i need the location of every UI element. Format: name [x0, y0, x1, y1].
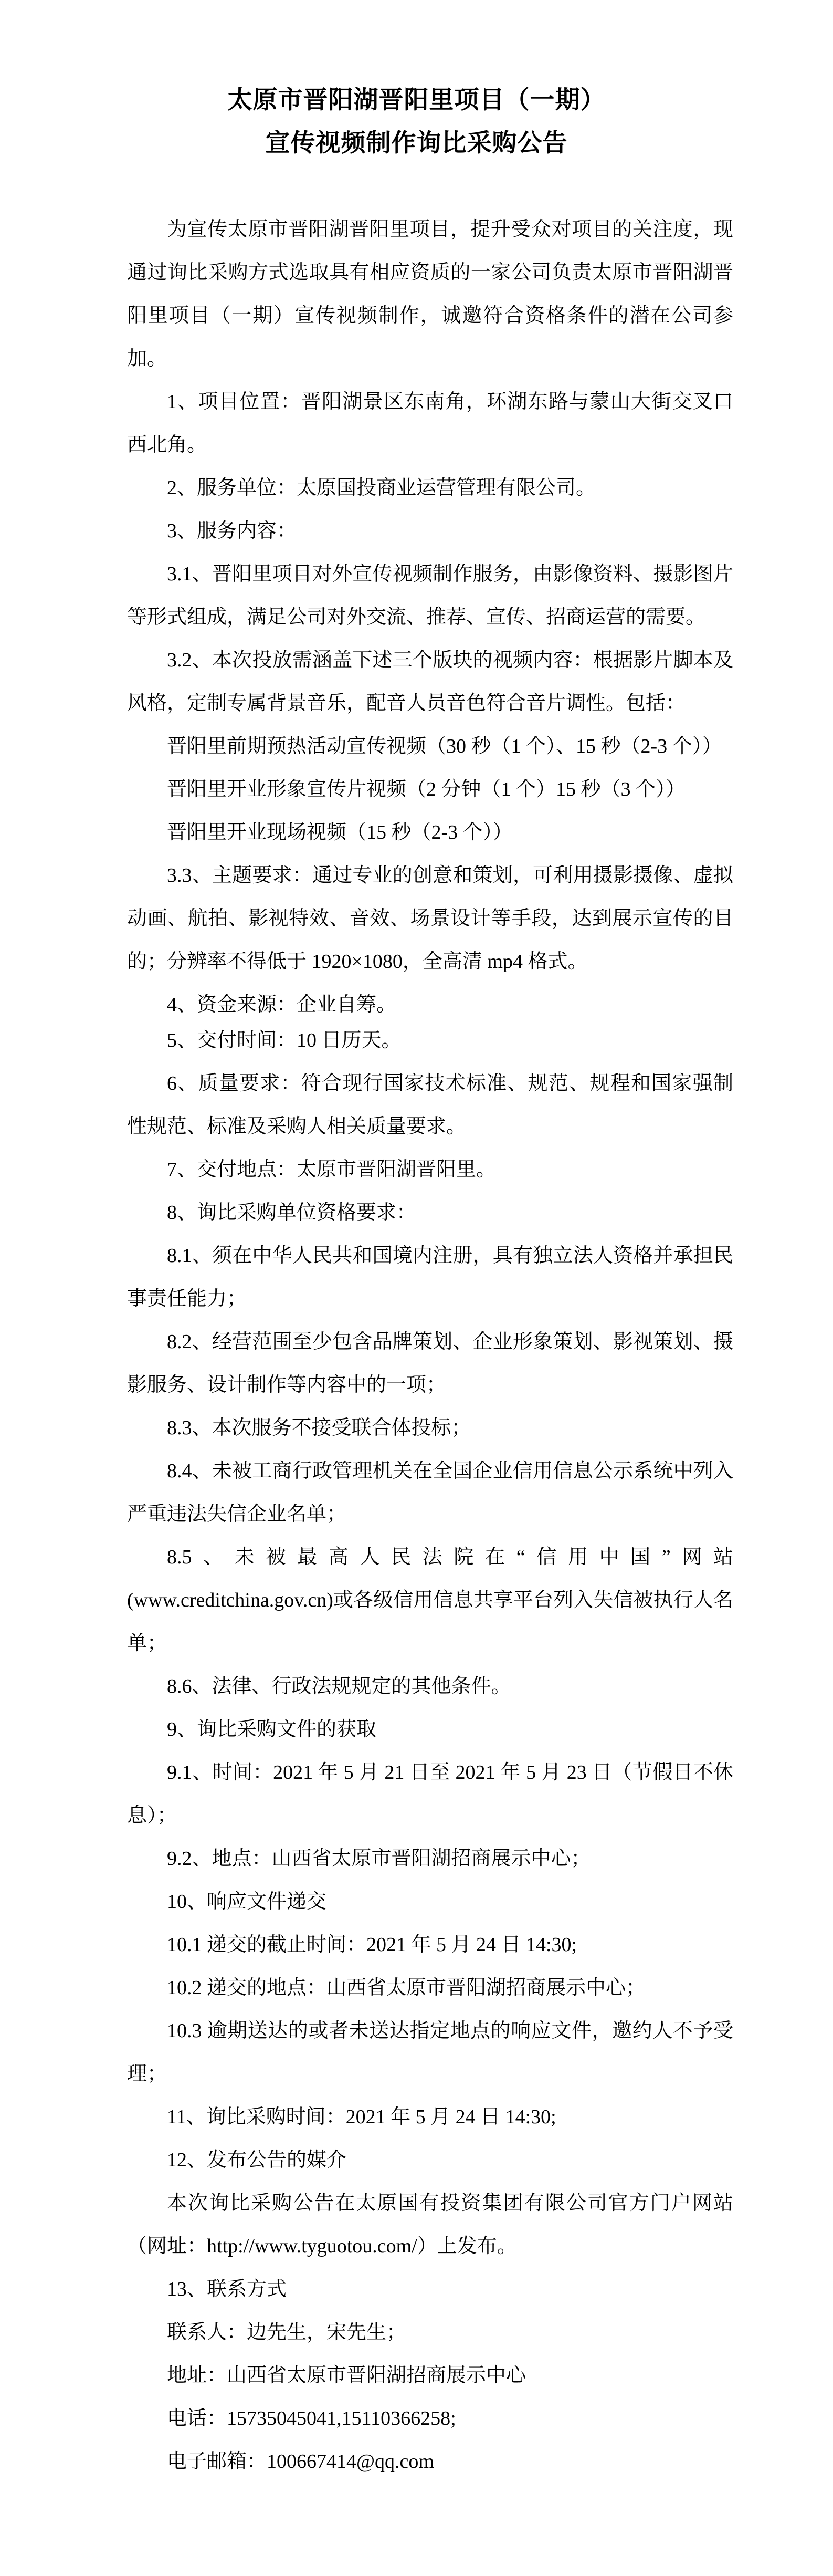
item-5-delivery-time: 5、交付时间：10 日历天。	[167, 1029, 402, 1051]
document-title-line-1: 太原市晋阳湖晋阳里项目（一期）	[227, 87, 606, 114]
media-website-detail: 本次询比采购公告在太原国有投资集团有限公司官方门户网站（网址：http://www.tyguotou.com/）上发布。	[127, 2192, 733, 2257]
item-3-service-content: 3、服务内容：	[167, 520, 297, 542]
item-8-5-creditchina-list: 8.5、未被最高人民法院在“信用中国”网站(www.creditchina.gov.cn)或各级信用信息共享平台列入失信被执行人名单；	[127, 1546, 733, 1654]
intro-paragraph: 为宣传太原市晋阳湖晋阳里项目，提升受众对项目的关注度，现通过询比采购方式选取具有相应资质的一家公司负责太原市晋阳湖晋阳里项目（一期）宣传视频制作，诚邀符合资格条件的潜在公司参加。	[127, 218, 733, 370]
item-9-2-acquisition-place: 9.2、地点：山西省太原市晋阳湖招商展示中心；	[167, 1848, 591, 1870]
item-8-2-business-scope: 8.2、经营范围至少包含品牌策划、企业形象策划、影视策划、摄影服务、设计制作等内容中的一项；	[127, 1331, 733, 1396]
video-bullet-opening-scene: 晋阳里开业现场视频（15 秒（2-3 个））	[167, 821, 513, 843]
item-9-1-acquisition-time: 9.1、时间：2021 年 5 月 21 日至 2021 年 5 月 23 日（节假日不休息）；	[127, 1761, 733, 1827]
item-1-project-location: 1、项目位置：晋阳湖景区东南角，环湖东路与蒙山大街交叉口西北角。	[127, 391, 733, 456]
item-12-announcement-media: 12、发布公告的媒介	[167, 2149, 347, 2171]
item-3-1-service-description: 3.1、晋阳里项目对外宣传视频制作服务，由影像资料、摄影图片等形式组成，满足公司对外交流、推荐、宣传、招商运营的需要。	[127, 563, 733, 628]
item-13-contact-info: 13、联系方式	[167, 2278, 287, 2300]
item-11-inquiry-time: 11、询比采购时间：2021 年 5 月 24 日 14:30;	[167, 2106, 556, 2128]
item-10-response-submission: 10、响应文件递交	[167, 1891, 327, 1913]
item-8-4-credit-blacklist: 8.4、未被工商行政管理机关在全国企业信用信息公示系统中列入严重违法失信企业名单；	[127, 1460, 733, 1525]
contact-address: 地址：山西省太原市晋阳湖招商展示中心	[167, 2364, 526, 2386]
item-4-funding-source: 4、资金来源：企业自筹。	[167, 994, 397, 1016]
document-title-line-2: 宣传视频制作询比采购公告	[265, 130, 568, 157]
video-bullet-preheat: 晋阳里前期预热活动宣传视频（30 秒（1 个）、15 秒（2-3 个））	[167, 735, 722, 757]
contact-phone: 电话：15735045041,15110366258;	[167, 2407, 456, 2429]
item-10-2-submission-place: 10.2 递交的地点：山西省太原市晋阳湖招商展示中心；	[167, 1977, 646, 1999]
item-2-service-unit: 2、服务单位：太原国投商业运营管理有限公司。	[167, 477, 596, 499]
item-8-1-registration: 8.1、须在中华人民共和国境内注册，具有独立法人资格并承担民事责任能力；	[127, 1245, 733, 1310]
video-bullet-opening-image: 晋阳里开业形象宣传片视频（2 分钟（1 个）15 秒（3 个））	[167, 778, 686, 800]
item-8-qualification-requirements: 8、询比采购单位资格要求：	[167, 1202, 417, 1224]
item-3-2-video-sections: 3.2、本次投放需涵盖下述三个版块的视频内容：根据影片脚本及风格，定制专属背景音乐，配音人员音色符合音片调性。包括：	[127, 649, 733, 714]
document-title	[0, 79, 833, 165]
item-9-document-acquisition: 9、询比采购文件的获取	[167, 1718, 377, 1740]
item-6-quality-requirements: 6、质量要求：符合现行国家技术标准、规范、规程和国家强制性规范、标准及采购人相关质量要求。	[127, 1072, 733, 1138]
item-10-3-overdue-rule: 10.3 逾期送达的或者未送达指定地点的响应文件，邀约人不予受理；	[127, 2020, 733, 2085]
item-10-1-submission-deadline: 10.1 递交的截止时间：2021 年 5 月 24 日 14:30;	[167, 1934, 577, 1956]
contact-person: 联系人：边先生，宋先生；	[167, 2321, 407, 2343]
item-3-3-theme-requirements: 3.3、主题要求：通过专业的创意和策划，可利用摄影摄像、虚拟动画、航拍、影视特效、音效、场景设计等手段，达到展示宣传的目的；分辨率不得低于 1920×1080，全高清 mp4 格式。	[127, 864, 733, 973]
item-7-delivery-place: 7、交付地点：太原市晋阳湖晋阳里。	[167, 1159, 497, 1181]
item-8-6-other-conditions: 8.6、法律、行政法规规定的其他条件。	[167, 1675, 511, 1697]
contact-email: 电子邮箱：100667414@qq.com	[167, 2450, 434, 2473]
item-8-3-no-consortium: 8.3、本次服务不接受联合体投标；	[167, 1417, 471, 1439]
